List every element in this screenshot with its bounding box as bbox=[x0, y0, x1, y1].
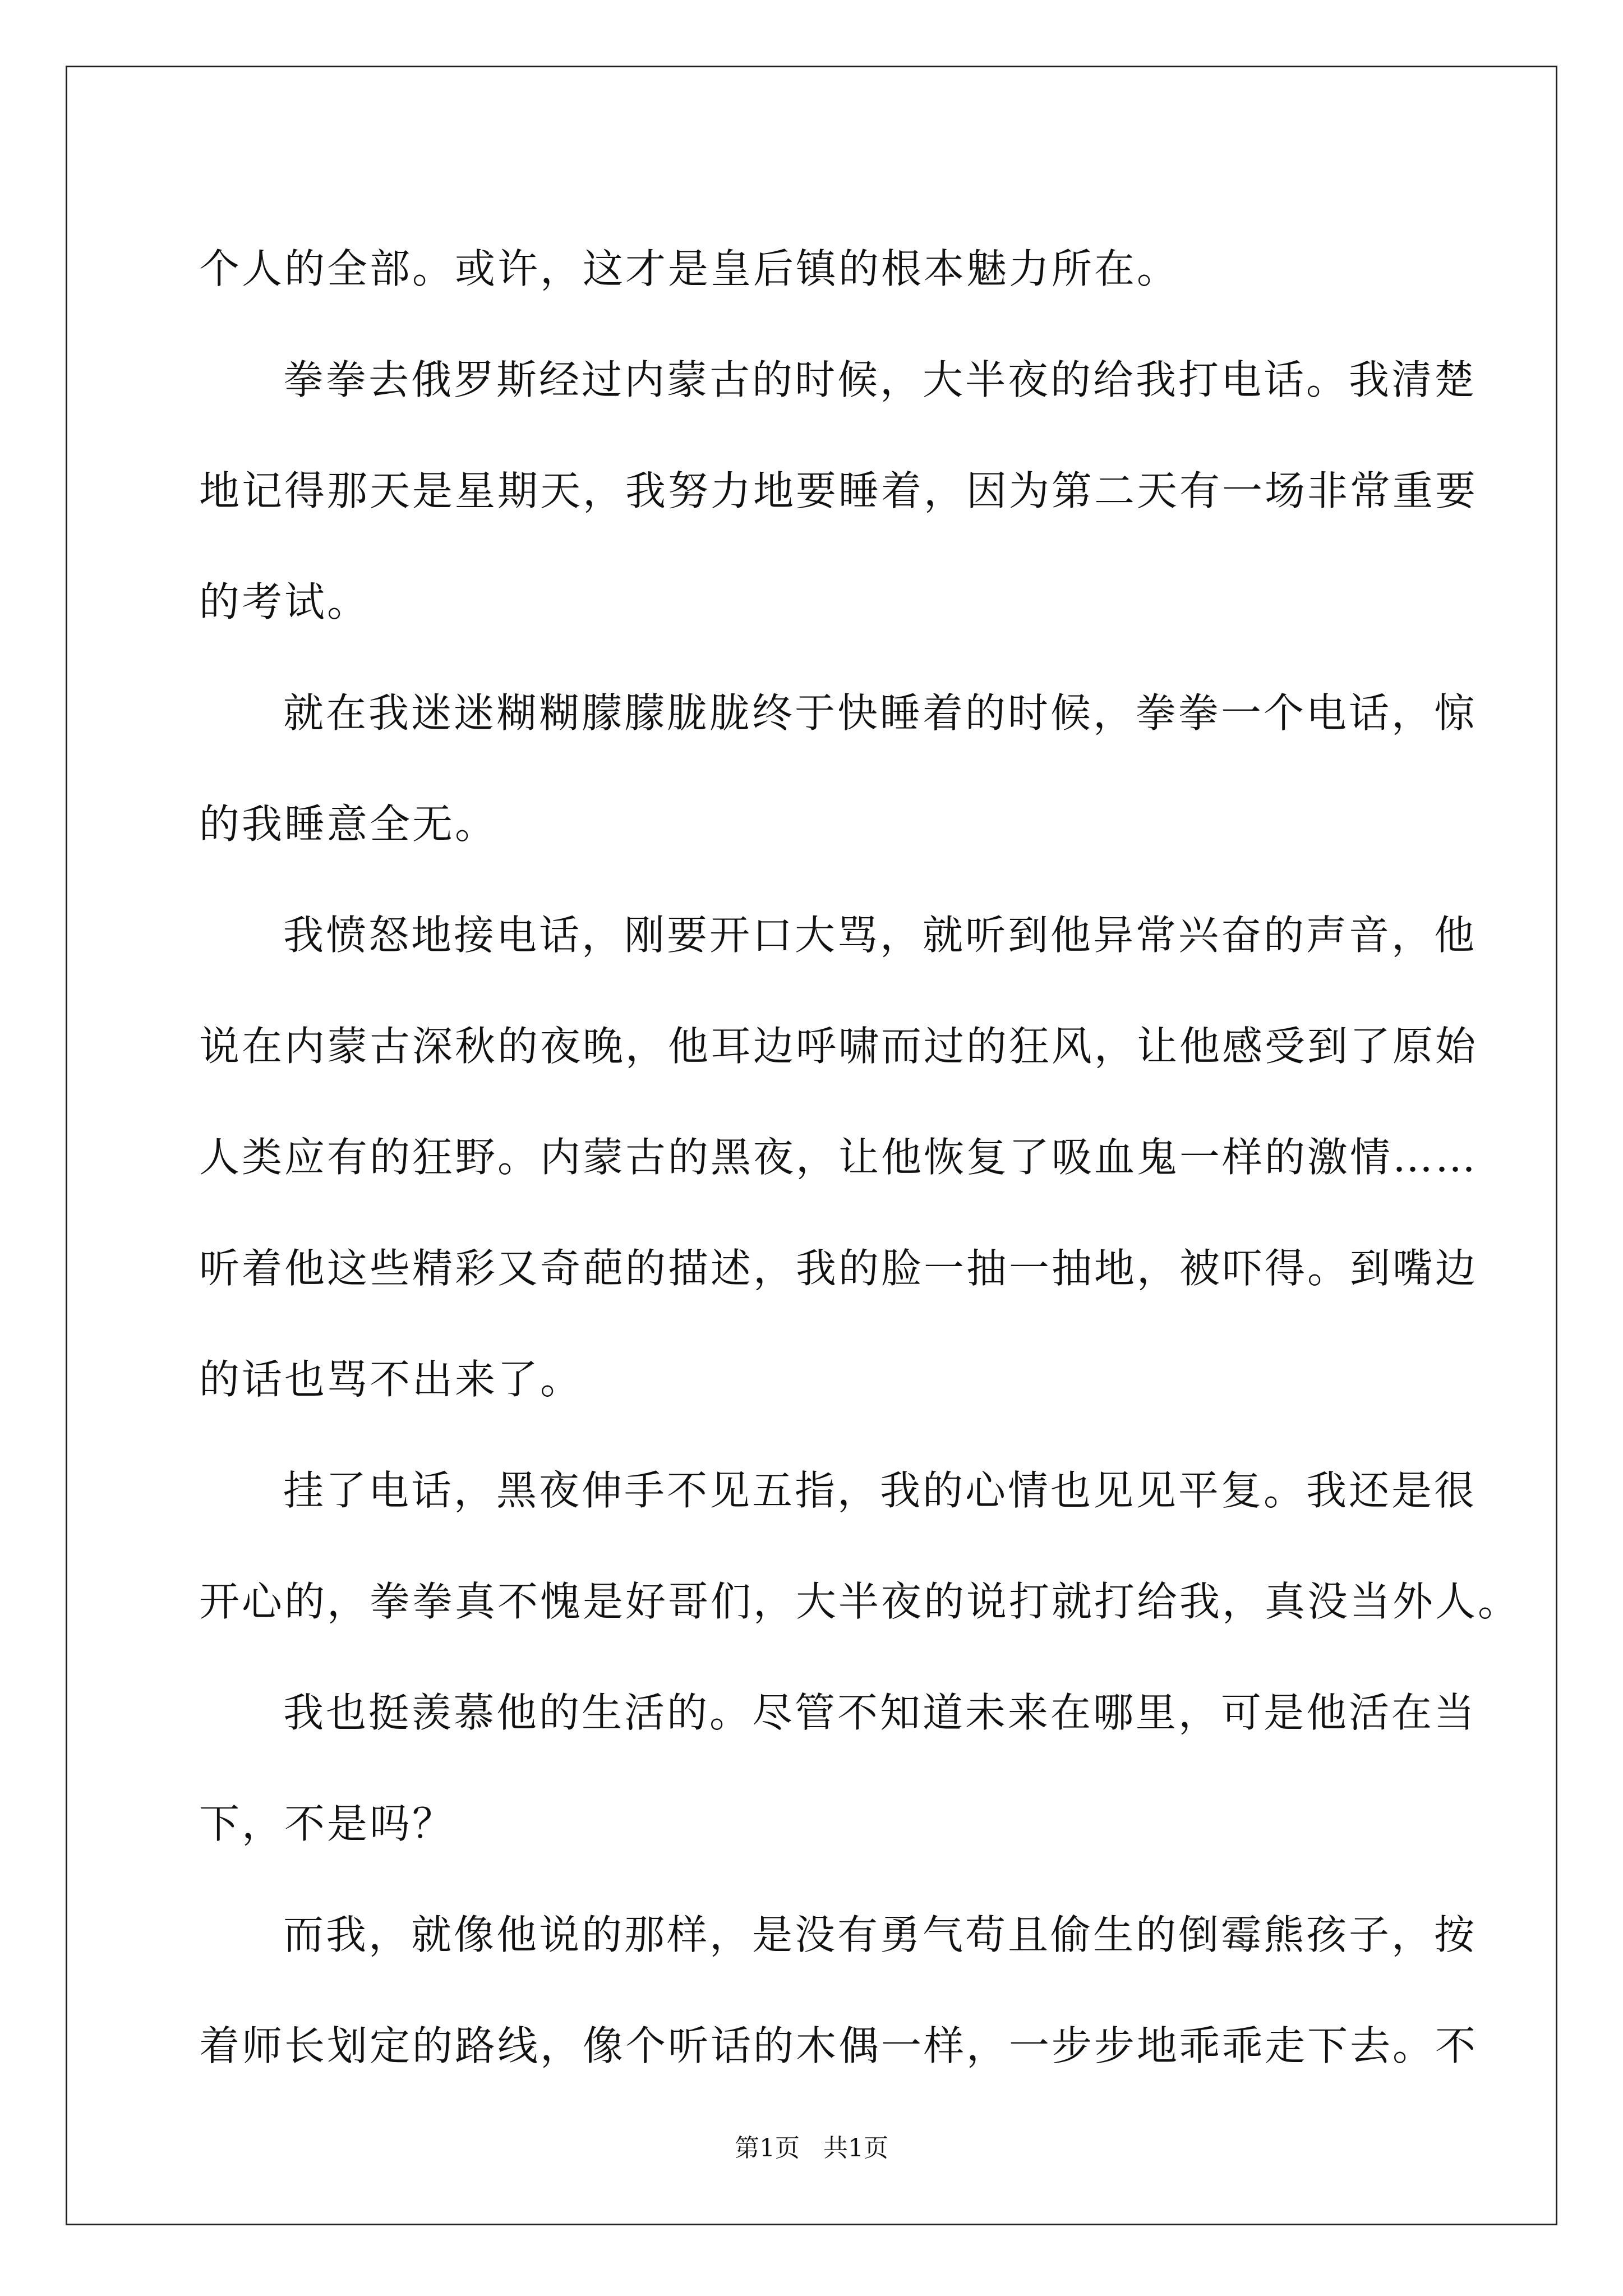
text-line-4: 的考试。 bbox=[199, 578, 370, 625]
text-line-5: 就在我迷迷糊糊朦朦胧胧终于快睡着的时候，拳拳一个电话，惊 bbox=[283, 689, 1477, 737]
text-line-16: 而我，就像他说的那样，是没有勇气苟且偷生的倒霉熊孩子，按 bbox=[283, 1911, 1477, 1958]
text-line-8: 说在内蒙古深秋的夜晚，他耳边呼啸而过的狂风，让他感受到了原始 bbox=[199, 1023, 1478, 1070]
text-line-10: 听着他这些精彩又奇葩的描述，我的脸一抽一抽地，被吓得。到嘴边 bbox=[199, 1245, 1478, 1292]
document-body bbox=[199, 213, 1521, 2101]
text-line-6: 的我睡意全无。 bbox=[199, 800, 498, 848]
text-line-9: 人类应有的狂野。内蒙古的黑夜，让他恢复了吸血鬼一样的激情…… bbox=[199, 1134, 1478, 1181]
text-line-17: 着师长划定的路线，像个听话的木偶一样，一步步地乖乖走下去。不 bbox=[199, 2022, 1478, 2069]
text-line-11: 的话也骂不出来了。 bbox=[199, 1356, 583, 1403]
text-line-2: 拳拳去俄罗斯经过内蒙古的时候，大半夜的给我打电话。我清楚 bbox=[283, 356, 1477, 403]
text-line-3: 地记得那天是星期天，我努力地要睡着，因为第二天有一场非常重要 bbox=[199, 467, 1478, 514]
page-number-footer: 第1页 共1页 bbox=[735, 2134, 888, 2162]
text-line-1: 个人的全部。或许，这才是皇后镇的根本魅力所在。 bbox=[199, 245, 1180, 292]
text-line-7: 我愤怒地接电话，刚要开口大骂，就听到他异常兴奋的声音，他 bbox=[283, 912, 1477, 959]
text-line-13: 开心的，拳拳真不愧是好哥们，大半夜的说打就打给我，真没当外人。 bbox=[199, 1578, 1521, 1625]
text-line-14: 我也挺羡慕他的生活的。尽管不知道未来在哪里，可是他活在当 bbox=[283, 1689, 1477, 1736]
text-line-12: 挂了电话，黑夜伸手不见五指，我的心情也见见平复。我还是很 bbox=[283, 1467, 1477, 1514]
text-line-15: 下，不是吗？ bbox=[199, 1800, 455, 1847]
